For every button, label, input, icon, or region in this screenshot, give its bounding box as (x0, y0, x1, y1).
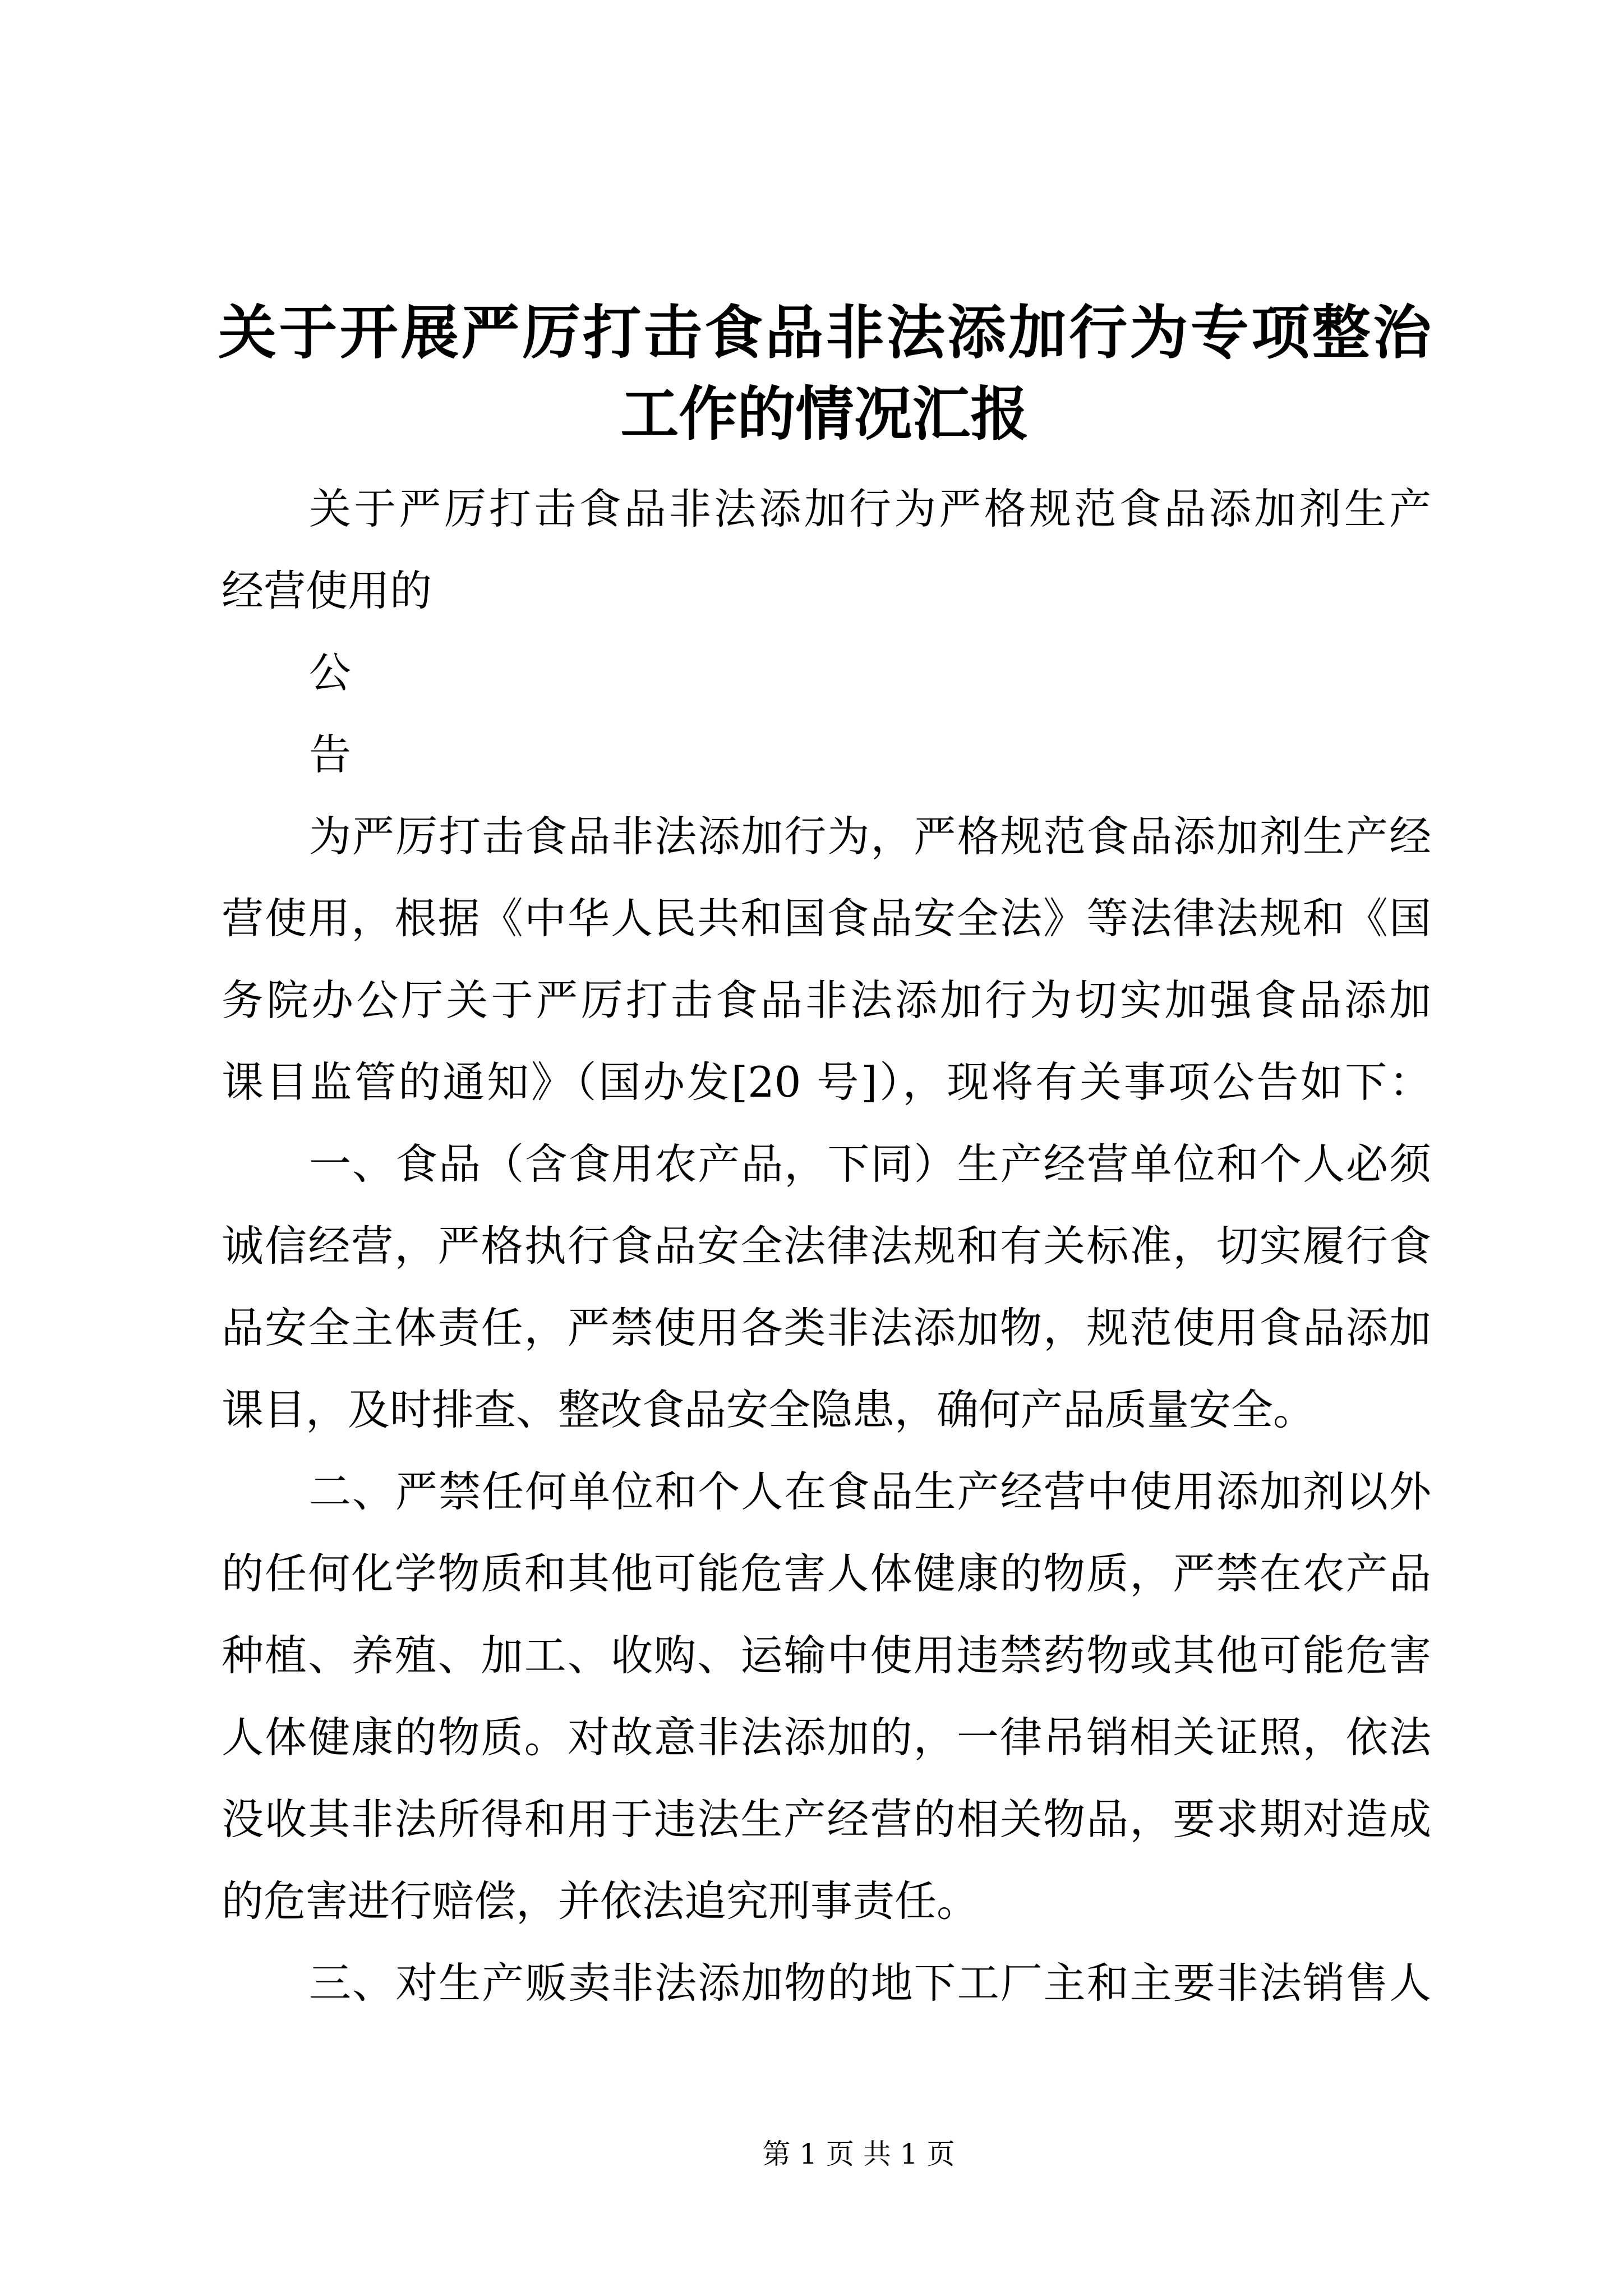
paragraph-line: 品安全主体责任，严禁使用各类非法添加物，规范使用食品添加 (222, 1303, 1431, 1352)
title-line: 关于开展严厉打击食品非法添加行为专项整治 (218, 298, 1431, 367)
body-paragraph (222, 1451, 1431, 1942)
body-paragraph (222, 1942, 1431, 2024)
page-footer: 第 1 页 共 1 页 (762, 2138, 955, 2170)
paragraph-line: 务院办公厅关于严厉打击食品非法添加行为切实加强食品添加 (222, 976, 1431, 1025)
paragraph-line: 一、食品（含食用农产品，下同）生产经营单位和个人必须 (309, 1139, 1431, 1189)
paragraph-line: 二、严禁任何单位和个人在食品生产经营中使用添加剂以外 (309, 1467, 1431, 1516)
paragraph-line: 经营使用的 (222, 566, 432, 615)
body-paragraph (222, 632, 1431, 714)
paragraph-line: 关于严厉打击食品非法添加行为严格规范食品添加剂生产 (309, 484, 1431, 533)
paragraph-line: 课目监管的通知》（国办发[20 号]），现将有关事项公告如下： (222, 1057, 1431, 1107)
body-paragraph (222, 1123, 1431, 1451)
body-paragraph (222, 468, 1431, 632)
paragraph-line: 课目，及时排查、整改食品安全隐患，确何产品质量安全。 (222, 1385, 1316, 1434)
paragraph-line: 营使用，根据《中华人民共和国食品安全法》等法律法规和《国 (222, 894, 1431, 943)
paragraph-line: 告 (309, 730, 352, 779)
body-paragraph (222, 714, 1431, 795)
paragraph-line: 三、对生产贩卖非法添加物的地下工厂主和主要非法销售人 (309, 1958, 1431, 2008)
paragraph-line: 没收其非法所得和用于违法生产经营的相关物品，要求期对造成 (222, 1795, 1431, 1844)
paragraph-line: 的危害进行赔偿，并依法追究刑事责任。 (222, 1876, 979, 1926)
paragraph-line: 的任何化学物质和其他可能危害人体健康的物质，严禁在农产品 (222, 1549, 1431, 1598)
title-line: 工作的情况汇报 (620, 379, 1029, 448)
paragraph-line: 种植、养殖、加工、收购、运输中使用违禁药物或其他可能危害 (222, 1631, 1431, 1680)
paragraph-line: 公 (309, 648, 352, 697)
paragraph-line: 为严厉打击食品非法添加行为，严格规范食品添加剂生产经 (309, 812, 1431, 861)
paragraph-line: 诚信经营，严格执行食品安全法律法规和有关标准，切实履行食 (222, 1221, 1431, 1271)
page-title (218, 292, 1431, 454)
body-paragraph (222, 795, 1431, 1123)
document-body (222, 468, 1431, 2024)
paragraph-line: 人体健康的物质。对故意非法添加的，一律吊销相关证照，依法 (222, 1713, 1431, 1762)
